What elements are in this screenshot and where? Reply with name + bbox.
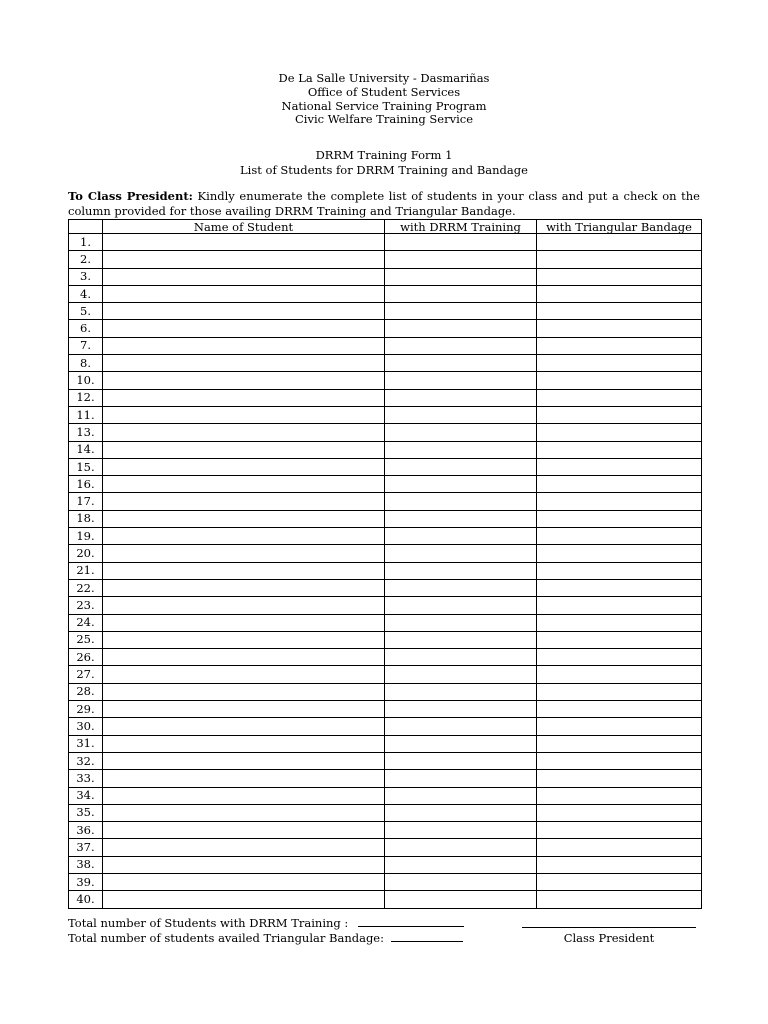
form-subtitle: List of Students for DRRM Training and Bandage xyxy=(240,162,528,177)
table-row xyxy=(69,839,702,856)
row-number: 12. xyxy=(69,389,103,406)
table-row xyxy=(69,406,702,423)
drrm-check-cell[interactable] xyxy=(385,441,537,458)
drrm-check-cell[interactable] xyxy=(385,873,537,890)
bandage-check-cell[interactable] xyxy=(537,770,702,787)
drrm-check-cell[interactable] xyxy=(385,631,537,648)
row-number: 38. xyxy=(69,856,103,873)
row-number: 3. xyxy=(69,268,103,285)
student-name-cell[interactable] xyxy=(103,372,385,389)
student-name-cell[interactable] xyxy=(103,406,385,423)
row-number: 6. xyxy=(69,320,103,337)
instruction-text xyxy=(68,189,700,218)
table-row xyxy=(69,268,702,285)
bandage-check-cell[interactable] xyxy=(537,718,702,735)
name-column-header: Name of Student xyxy=(103,220,385,234)
document-header xyxy=(0,72,768,127)
bandage-check-cell[interactable] xyxy=(537,579,702,596)
student-name-cell[interactable] xyxy=(103,649,385,666)
student-name-cell[interactable] xyxy=(103,424,385,441)
row-number: 1. xyxy=(69,234,103,251)
student-name-cell[interactable] xyxy=(103,545,385,562)
table-row xyxy=(69,804,702,821)
drrm-check-cell[interactable] xyxy=(385,476,537,493)
bandage-check-cell[interactable] xyxy=(537,441,702,458)
bandage-check-cell[interactable] xyxy=(537,631,702,648)
bandage-check-cell[interactable] xyxy=(537,614,702,631)
student-name-cell[interactable] xyxy=(103,441,385,458)
student-name-cell[interactable] xyxy=(103,891,385,908)
table-header-row xyxy=(69,220,702,234)
table-row xyxy=(69,493,702,510)
bandage-check-cell[interactable] xyxy=(537,787,702,804)
student-name-cell[interactable] xyxy=(103,873,385,890)
student-name-cell[interactable] xyxy=(103,822,385,839)
drrm-check-cell[interactable] xyxy=(385,234,537,251)
row-number: 40. xyxy=(69,891,103,908)
bandage-check-cell[interactable] xyxy=(537,268,702,285)
student-name-cell[interactable] xyxy=(103,493,385,510)
drrm-check-cell[interactable] xyxy=(385,666,537,683)
drrm-check-cell[interactable] xyxy=(385,614,537,631)
table-row xyxy=(69,320,702,337)
table-row xyxy=(69,441,702,458)
row-number: 2. xyxy=(69,251,103,268)
row-number: 29. xyxy=(69,701,103,718)
student-name-cell[interactable] xyxy=(103,683,385,700)
row-number: 32. xyxy=(69,752,103,769)
bandage-check-cell[interactable] xyxy=(537,372,702,389)
table-row xyxy=(69,597,702,614)
table-row xyxy=(69,614,702,631)
table-row xyxy=(69,770,702,787)
student-name-cell[interactable] xyxy=(103,234,385,251)
bandage-column-header: with Triangular Bandage xyxy=(537,220,702,234)
drrm-check-cell[interactable] xyxy=(385,597,537,614)
drrm-check-cell[interactable] xyxy=(385,839,537,856)
table-row xyxy=(69,856,702,873)
student-name-cell[interactable] xyxy=(103,579,385,596)
student-roster-table xyxy=(68,219,702,909)
student-name-cell[interactable] xyxy=(103,735,385,752)
bandage-check-cell[interactable] xyxy=(537,389,702,406)
bandage-check-cell[interactable] xyxy=(537,424,702,441)
bandage-check-cell[interactable] xyxy=(537,355,702,372)
table-row xyxy=(69,752,702,769)
row-number: 28. xyxy=(69,683,103,700)
row-number: 30. xyxy=(69,718,103,735)
drrm-check-cell[interactable] xyxy=(385,804,537,821)
bandage-check-cell[interactable] xyxy=(537,458,702,475)
row-number: 36. xyxy=(69,822,103,839)
drrm-check-cell[interactable] xyxy=(385,528,537,545)
row-number: 17. xyxy=(69,493,103,510)
table-row xyxy=(69,337,702,354)
total-bandage-row xyxy=(68,931,708,946)
student-name-cell[interactable] xyxy=(103,614,385,631)
bandage-check-cell[interactable] xyxy=(537,545,702,562)
student-name-cell[interactable] xyxy=(103,804,385,821)
bandage-check-cell[interactable] xyxy=(537,406,702,423)
number-column-header xyxy=(69,220,103,234)
student-name-cell[interactable] xyxy=(103,666,385,683)
row-number: 19. xyxy=(69,528,103,545)
drrm-check-cell[interactable] xyxy=(385,493,537,510)
drrm-check-cell[interactable] xyxy=(385,735,537,752)
program-name: National Service Training Program xyxy=(281,98,487,113)
bandage-check-cell[interactable] xyxy=(537,701,702,718)
total-bandage-blank[interactable] xyxy=(391,932,463,942)
table-row xyxy=(69,424,702,441)
bandage-check-cell[interactable] xyxy=(537,320,702,337)
bandage-check-cell[interactable] xyxy=(537,493,702,510)
bandage-check-cell[interactable] xyxy=(537,822,702,839)
bandage-check-cell[interactable] xyxy=(537,752,702,769)
table-row xyxy=(69,579,702,596)
row-number: 18. xyxy=(69,510,103,527)
drrm-check-cell[interactable] xyxy=(385,389,537,406)
drrm-check-cell[interactable] xyxy=(385,355,537,372)
bandage-check-cell[interactable] xyxy=(537,528,702,545)
student-name-cell[interactable] xyxy=(103,562,385,579)
table-row xyxy=(69,476,702,493)
table-row xyxy=(69,873,702,890)
drrm-check-cell[interactable] xyxy=(385,372,537,389)
student-name-cell[interactable] xyxy=(103,701,385,718)
row-number: 13. xyxy=(69,424,103,441)
instruction-line-1 xyxy=(68,189,700,204)
office-name: Office of Student Services xyxy=(307,84,461,99)
bandage-check-cell[interactable] xyxy=(537,856,702,873)
student-name-cell[interactable] xyxy=(103,597,385,614)
signature-line[interactable] xyxy=(522,916,696,928)
table-row xyxy=(69,631,702,648)
drrm-check-cell[interactable] xyxy=(385,649,537,666)
table-row xyxy=(69,787,702,804)
signature-label: Class President xyxy=(563,931,655,945)
drrm-check-cell[interactable] xyxy=(385,251,537,268)
row-number: 21. xyxy=(69,562,103,579)
table-row xyxy=(69,718,702,735)
table-row xyxy=(69,251,702,268)
bandage-check-cell[interactable] xyxy=(537,303,702,320)
table-body xyxy=(69,234,702,909)
row-number: 7. xyxy=(69,337,103,354)
total-bandage-label: Total number of students availed Triangular Bandage: xyxy=(68,931,384,945)
student-name-cell[interactable] xyxy=(103,320,385,337)
student-name-cell[interactable] xyxy=(103,770,385,787)
drrm-check-cell[interactable] xyxy=(385,320,537,337)
drrm-check-cell[interactable] xyxy=(385,303,537,320)
row-number: 8. xyxy=(69,355,103,372)
total-drrm-row xyxy=(68,916,708,931)
drrm-check-cell[interactable] xyxy=(385,545,537,562)
table-row xyxy=(69,735,702,752)
drrm-check-cell[interactable] xyxy=(385,787,537,804)
table-row xyxy=(69,649,702,666)
drrm-check-cell[interactable] xyxy=(385,752,537,769)
row-number: 10. xyxy=(69,372,103,389)
student-name-cell[interactable] xyxy=(103,510,385,527)
service-name: Civic Welfare Training Service xyxy=(295,112,473,127)
bandage-check-cell[interactable] xyxy=(537,891,702,908)
drrm-check-cell[interactable] xyxy=(385,562,537,579)
bandage-check-cell[interactable] xyxy=(537,234,702,251)
table-row xyxy=(69,285,702,302)
student-name-cell[interactable] xyxy=(103,389,385,406)
drrm-check-cell[interactable] xyxy=(385,510,537,527)
bandage-check-cell[interactable] xyxy=(537,735,702,752)
row-number: 4. xyxy=(69,285,103,302)
row-number: 20. xyxy=(69,545,103,562)
drrm-check-cell[interactable] xyxy=(385,856,537,873)
bandage-check-cell[interactable] xyxy=(537,510,702,527)
total-drrm-blank[interactable] xyxy=(358,917,464,927)
bandage-check-cell[interactable] xyxy=(537,562,702,579)
student-name-cell[interactable] xyxy=(103,752,385,769)
drrm-check-cell[interactable] xyxy=(385,337,537,354)
table-row xyxy=(69,822,702,839)
university-name: De La Salle University - Dasmariñas xyxy=(278,71,490,85)
drrm-check-cell[interactable] xyxy=(385,701,537,718)
form-title-block xyxy=(0,148,768,177)
drrm-check-cell[interactable] xyxy=(385,285,537,302)
student-name-cell[interactable] xyxy=(103,251,385,268)
drrm-check-cell[interactable] xyxy=(385,822,537,839)
row-number: 34. xyxy=(69,787,103,804)
student-name-cell[interactable] xyxy=(103,268,385,285)
table-row xyxy=(69,389,702,406)
table-row xyxy=(69,234,702,251)
row-number: 39. xyxy=(69,873,103,890)
table-row xyxy=(69,562,702,579)
row-number: 24. xyxy=(69,614,103,631)
row-number: 31. xyxy=(69,735,103,752)
student-name-cell[interactable] xyxy=(103,303,385,320)
table-row xyxy=(69,303,702,320)
drrm-check-cell[interactable] xyxy=(385,458,537,475)
table-row xyxy=(69,666,702,683)
bandage-check-cell[interactable] xyxy=(537,683,702,700)
student-name-cell[interactable] xyxy=(103,856,385,873)
student-name-cell[interactable] xyxy=(103,355,385,372)
row-number: 27. xyxy=(69,666,103,683)
instruction-lead: To Class President: xyxy=(68,189,193,203)
row-number: 26. xyxy=(69,649,103,666)
row-number: 25. xyxy=(69,631,103,648)
drrm-column-header: with DRRM Training xyxy=(385,220,537,234)
student-name-cell[interactable] xyxy=(103,839,385,856)
form-title: DRRM Training Form 1 xyxy=(315,148,453,162)
table-row xyxy=(69,510,702,527)
bandage-check-cell[interactable] xyxy=(537,839,702,856)
drrm-check-cell[interactable] xyxy=(385,891,537,908)
row-number: 37. xyxy=(69,839,103,856)
total-drrm-label: Total number of Students with DRRM Training : xyxy=(68,916,349,930)
row-number: 14. xyxy=(69,441,103,458)
table-row xyxy=(69,528,702,545)
table-row xyxy=(69,891,702,908)
table-row xyxy=(69,683,702,700)
bandage-check-cell[interactable] xyxy=(537,873,702,890)
drrm-check-cell[interactable] xyxy=(385,579,537,596)
drrm-check-cell[interactable] xyxy=(385,683,537,700)
row-number: 5. xyxy=(69,303,103,320)
table-row xyxy=(69,545,702,562)
drrm-check-cell[interactable] xyxy=(385,718,537,735)
bandage-check-cell[interactable] xyxy=(537,804,702,821)
student-name-cell[interactable] xyxy=(103,528,385,545)
student-name-cell[interactable] xyxy=(103,458,385,475)
student-name-cell[interactable] xyxy=(103,718,385,735)
row-number: 23. xyxy=(69,597,103,614)
student-name-cell[interactable] xyxy=(103,285,385,302)
bandage-check-cell[interactable] xyxy=(537,597,702,614)
footer xyxy=(68,916,708,946)
student-name-cell[interactable] xyxy=(103,631,385,648)
row-number: 35. xyxy=(69,804,103,821)
drrm-check-cell[interactable] xyxy=(385,770,537,787)
table-row xyxy=(69,458,702,475)
drrm-check-cell[interactable] xyxy=(385,268,537,285)
row-number: 16. xyxy=(69,476,103,493)
bandage-check-cell[interactable] xyxy=(537,285,702,302)
bandage-check-cell[interactable] xyxy=(537,476,702,493)
table-row xyxy=(69,701,702,718)
table-row xyxy=(69,355,702,372)
row-number: 22. xyxy=(69,579,103,596)
student-name-cell[interactable] xyxy=(103,787,385,804)
bandage-check-cell[interactable] xyxy=(537,666,702,683)
row-number: 33. xyxy=(69,770,103,787)
instruction-line-2: column provided for those availing DRRM Training and Triangular Bandage. xyxy=(68,203,516,218)
row-number: 11. xyxy=(69,406,103,423)
bandage-check-cell[interactable] xyxy=(537,649,702,666)
instruction-line-1-rest: Kindly enumerate the complete list of students in your class and put a check on the xyxy=(192,189,700,203)
bandage-check-cell[interactable] xyxy=(537,337,702,354)
row-number: 15. xyxy=(69,458,103,475)
drrm-check-cell[interactable] xyxy=(385,424,537,441)
drrm-check-cell[interactable] xyxy=(385,406,537,423)
student-name-cell[interactable] xyxy=(103,476,385,493)
bandage-check-cell[interactable] xyxy=(537,251,702,268)
student-name-cell[interactable] xyxy=(103,337,385,354)
table-row xyxy=(69,372,702,389)
